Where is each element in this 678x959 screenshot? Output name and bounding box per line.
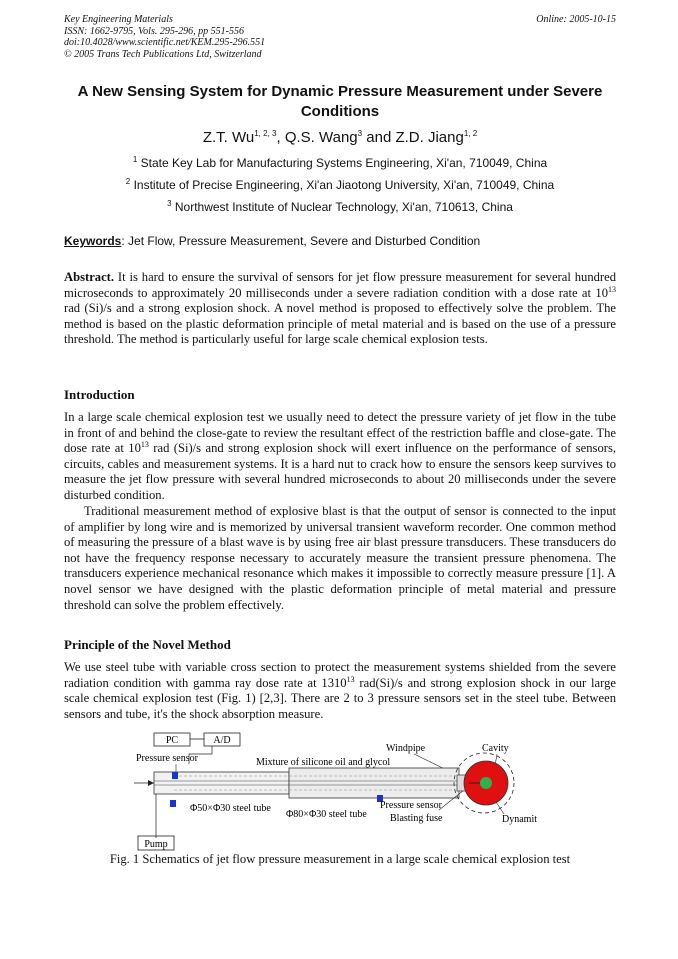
windpipe-label: Windpipe: [386, 743, 426, 754]
keywords-text: : Jet Flow, Pressure Measurement, Severe and Disturbed Condition: [121, 234, 481, 248]
author-sep: ,: [276, 129, 285, 146]
tube2-label: Φ80×Φ30 steel tube: [286, 809, 367, 820]
affiliation: [64, 156, 616, 170]
mixture-label: Mixture of silicone oil and glycol: [256, 757, 391, 768]
keywords-label: Keywords: [64, 234, 122, 248]
pressure-sensor-label-right: Pressure sensor: [380, 800, 442, 811]
author-sep: and: [362, 129, 396, 146]
pressure-sensor-marker: [172, 772, 178, 779]
author-sup: 1, 2: [463, 129, 478, 138]
label-leader: [496, 802, 504, 814]
intro-sup: 13: [140, 440, 149, 449]
paper-title: A New Sensing System for Dynamic Pressure Measurement under Severe Conditions: [77, 83, 603, 120]
steel-tube-large: [289, 768, 459, 798]
author-sup: 3: [357, 129, 363, 138]
inlet-arrow: [148, 780, 154, 786]
section-heading-principle: Principle of the Novel Method: [64, 637, 231, 652]
author-list: [64, 129, 616, 146]
author-name: Z.D. Jiang: [395, 129, 464, 146]
principle-paragraph: [64, 660, 616, 722]
affiliation-text: Institute of Precise Engineering, Xi'an Jiaotong University, Xi'an, 710049, China: [133, 178, 555, 192]
abstract-label: Abstract.: [64, 270, 115, 284]
affiliation-sup: 3: [167, 199, 172, 208]
intro-text: In a large scale chemical explosion test we usually need to detect the pressure variety of jet flow in the tube in front of and behind the close-gate to review the resultant effect of the restriction baffle and close-gate. The dose rate at 10: [64, 410, 616, 456]
affiliation-text: Northwest Institute of Nuclear Technology, Xi'an, 710613, China: [174, 200, 513, 214]
pressure-sensor-label-left: Pressure sensor: [136, 753, 198, 764]
intro-text: rad (Si)/s and strong explosion shock will exert influence on the performance of sensors, circuits, cables and measurement systems. It is a hard nut to crack how to ensure the sensors keep survives to measure the jet flow pressure with several hundred microseconds to about 20 milliseconds under the severe disturbed condition.: [64, 441, 616, 502]
blasting-fuse-label: Blasting fuse: [390, 813, 443, 824]
journal-name: Key Engineering Materials: [64, 14, 173, 25]
affiliation: [64, 178, 616, 192]
pressure-sensor-marker: [170, 800, 176, 807]
abstract-text: rad (Si)/s and a strong explosion shock. A novel method is proposed to effectively solve the problem. The method is based on the plastic deformation principle of metal material and is based on the use of a pressure threshold. The method is particularly useful for large scale chemical explosion tests.: [64, 301, 616, 347]
pump-label: Pump: [144, 839, 168, 850]
abstract-text: It is hard to ensure the survival of sensors for jet flow pressure measurement for several hundred microseconds to approximately 20 milliseconds under a severe radiation condition with a dose rate at 10: [64, 270, 616, 300]
principle-text: We use steel tube with variable cross section to protect the measurement systems shielded from the severe radiation condition with gamma ray dose rate at 1310: [64, 660, 616, 690]
figure-caption: Fig. 1 Schematics of jet flow pressure measurement in a large scale chemical explosion test: [109, 852, 571, 866]
issn: ISSN: 1662-9795, Vols. 295-296, pp 551-556: [64, 25, 244, 37]
ad-label: A/D: [213, 735, 231, 746]
dynamit-label: Dynamit: [502, 814, 537, 825]
pc-label: PC: [165, 735, 179, 746]
principle-text: rad(Si)/s and strong explosion shock in our large scale chemical explosion test (Fig. 1) [2,3]. There are 2 to 3 pressure sensors set in the steel tube. Between sensors and tube, it's the shock absorption measure.: [64, 675, 616, 721]
affiliation-text: State Key Lab for Manufacturing Systems Engineering, Xi'an, 710049, China: [140, 156, 548, 170]
abstract: [64, 270, 616, 348]
author-sup: 1, 2, 3: [254, 129, 277, 138]
abstract-sup: 13: [608, 284, 616, 294]
affiliation-sup: 1: [132, 155, 138, 164]
cavity-label: Cavity: [482, 743, 509, 754]
principle-sup: 13: [346, 674, 355, 684]
charge-core: [480, 777, 492, 789]
intro-paragraph-2: Traditional measurement method of explosive blast is that the output of sensor is connected to the input of amplifier by long wire and is memorized by universal transient waveform recorder. One common method of measuring the pressure of a blast wave is by using free air blast pressure transducers. These transducers do not have the frequency response necessary to accurately measure the transient pressure phenomena. The transducers experience mechanical resonance which makes it impossible to correctly measure pressure [1]. A novel sensor we have designed with the plastic deformation principle of metal material and pressure threshold can solve the problem effectively.: [64, 504, 616, 612]
author-name: Z.T. Wu: [202, 129, 255, 146]
journal-header: [64, 14, 616, 60]
copyright: © 2005 Trans Tech Publications Ltd, Switzerland: [64, 48, 262, 60]
author-name: Q.S. Wang: [284, 129, 358, 146]
figure-schematic: [64, 728, 616, 852]
doi: doi:10.4028/www.scientific.net/KEM.295-296.551: [64, 37, 266, 48]
section-heading-introduction: Introduction: [64, 387, 135, 402]
affiliation-sup: 2: [125, 177, 131, 186]
keywords: [64, 234, 616, 248]
affiliation: [64, 200, 616, 214]
online-date: Online: 2005-10-15: [536, 14, 616, 25]
intro-paragraph-1: [64, 410, 616, 504]
tube1-label: Φ50×Φ30 steel tube: [190, 803, 271, 814]
